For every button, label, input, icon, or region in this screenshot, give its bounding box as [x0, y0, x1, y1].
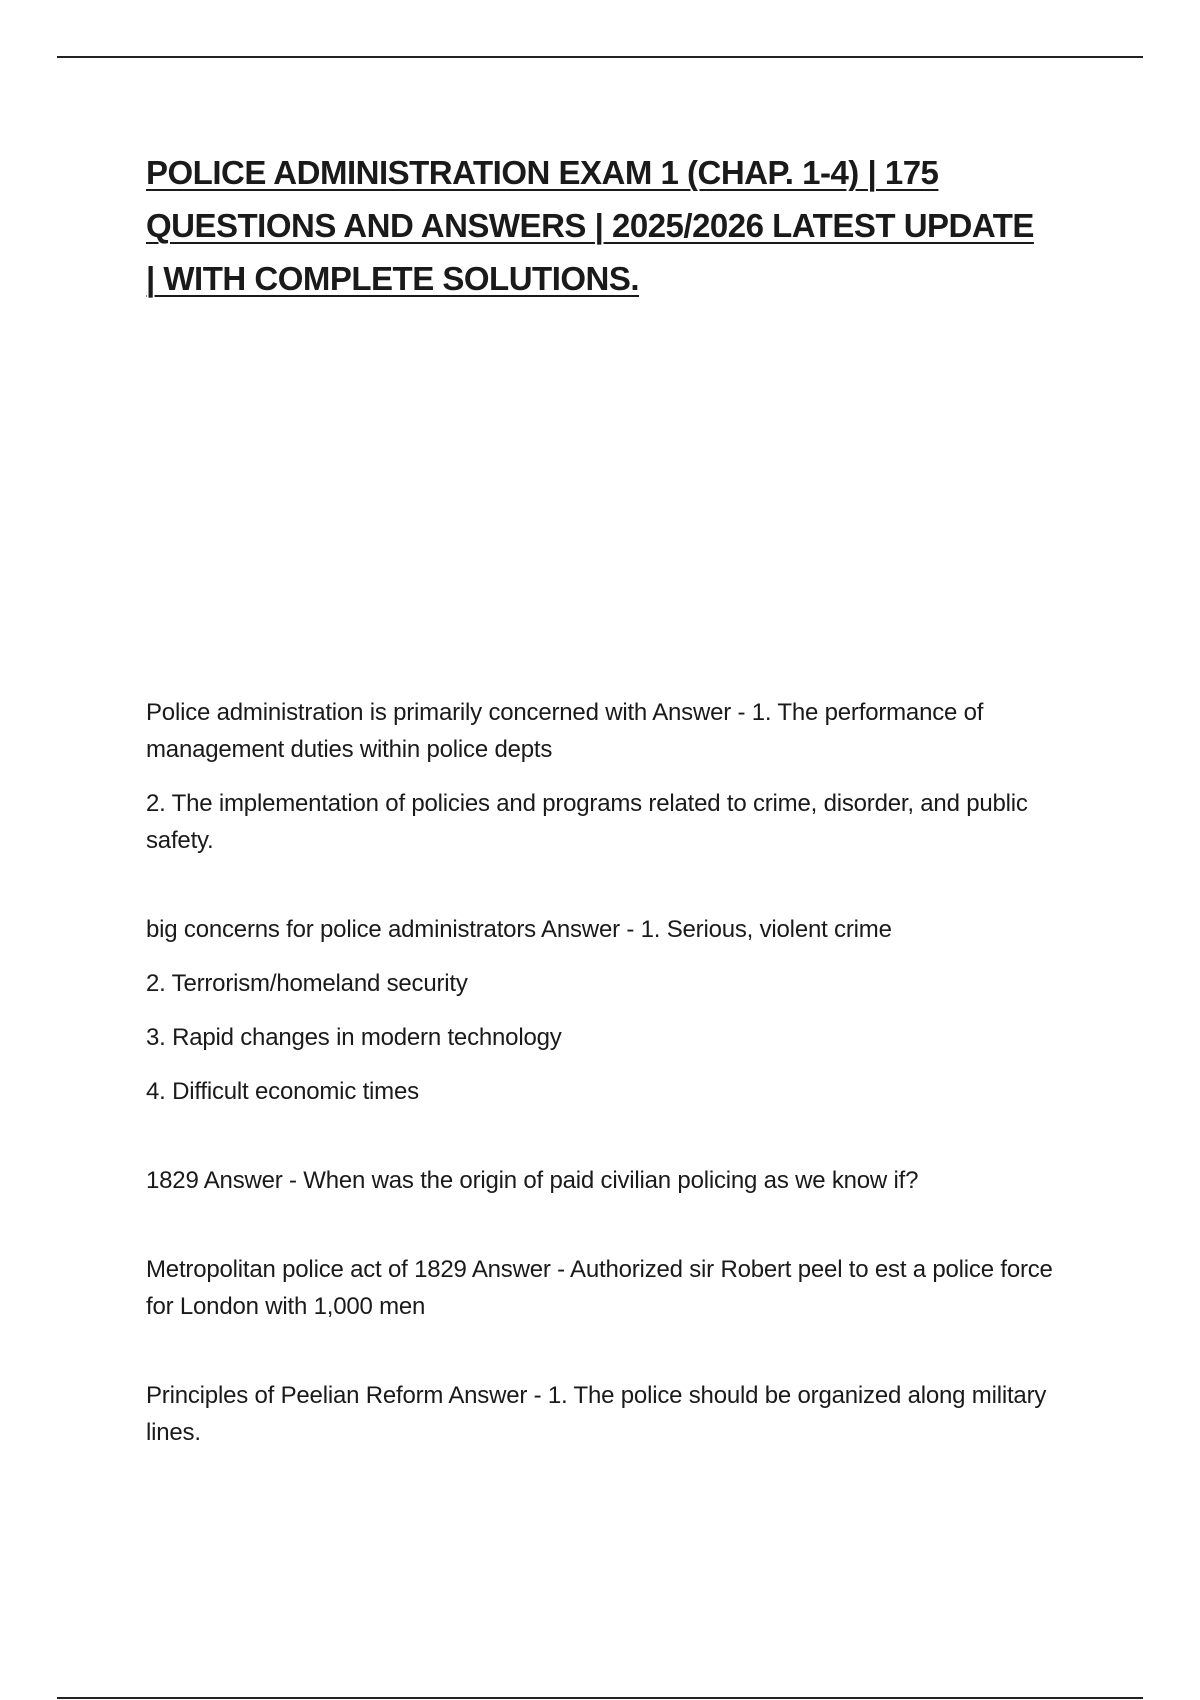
- qa-item: [146, 1162, 1066, 1199]
- qa-paragraph: Police administration is primarily concerned with Answer - 1. The performance of management duties within police depts: [146, 699, 984, 763]
- qa-paragraph: 2. Terrorism/homeland security: [146, 970, 468, 997]
- qa-paragraph: Metropolitan police act of 1829 Answer - Authorized sir Robert peel to est a police force for London with 1,000 men: [146, 1256, 1053, 1320]
- qa-item: [146, 1377, 1066, 1451]
- bottom-rule: [57, 1697, 1143, 1699]
- qa-paragraph: Principles of Peelian Reform Answer - 1. The police should be organized along military lines.: [146, 1382, 1047, 1446]
- qa-item: [146, 911, 1066, 1110]
- qa-paragraph: 1829 Answer - When was the origin of paid civilian policing as we know if?: [146, 1167, 919, 1194]
- qa-paragraph: 4. Difficult economic times: [146, 1078, 419, 1105]
- document-title: POLICE ADMINISTRATION EXAM 1 (CHAP. 1-4) | 175 QUESTIONS AND ANSWERS | 2025/2026 LATEST UPDATE | WITH COMPLETE SOLUTIONS.: [146, 154, 1034, 297]
- qa-list: [146, 694, 1066, 1468]
- qa-paragraph: 2. The implementation of policies and programs related to crime, disorder, and public safety.: [146, 790, 1028, 854]
- qa-item: [146, 1251, 1066, 1325]
- top-rule: [57, 56, 1143, 58]
- qa-item: [146, 694, 1066, 859]
- qa-paragraph: 3. Rapid changes in modern technology: [146, 1024, 562, 1051]
- qa-paragraph: big concerns for police administrators Answer - 1. Serious, violent crime: [146, 916, 892, 943]
